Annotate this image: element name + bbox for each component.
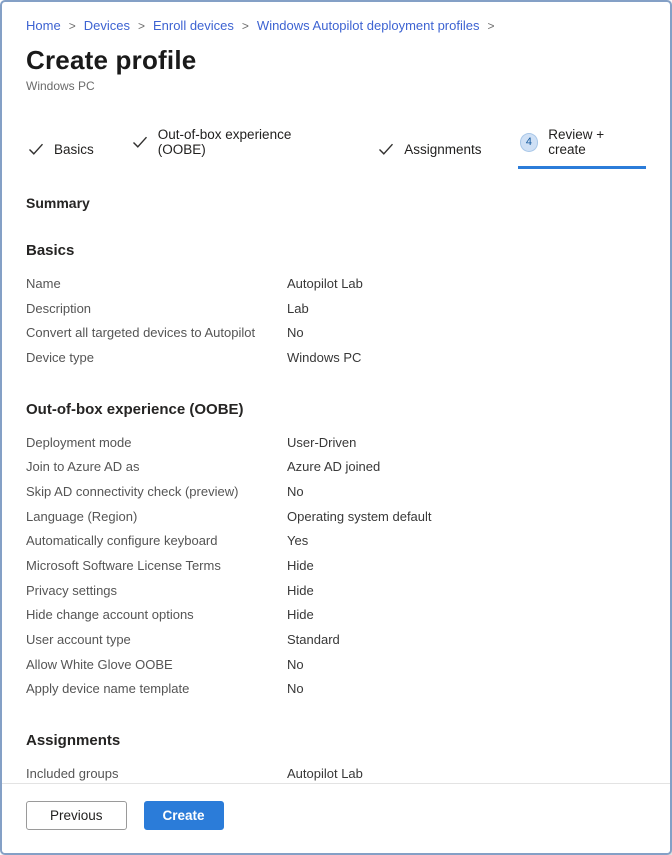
check-icon — [378, 141, 394, 157]
tab-review-create[interactable] — [518, 123, 646, 169]
tab-label: Basics — [54, 141, 94, 157]
create-button[interactable]: Create — [144, 801, 224, 830]
summary-row — [26, 430, 646, 455]
breadcrumb — [26, 18, 646, 33]
check-icon — [132, 134, 148, 150]
tab-out-of-box-experience-oobe[interactable] — [130, 123, 342, 169]
section-heading: Out-of-box experience (OOBE) — [26, 400, 244, 418]
summary-row — [26, 652, 646, 677]
section-basics — [26, 242, 646, 370]
breadcrumb-link[interactable]: Enroll devices — [152, 18, 234, 33]
summary-row — [26, 454, 646, 479]
row-value: No — [287, 325, 304, 341]
tab-label: Assignments — [404, 141, 482, 157]
row-label: Language (Region) — [26, 508, 138, 524]
row-label: Hide change account options — [26, 607, 194, 623]
row-value: Autopilot Lab — [287, 766, 363, 782]
row-label: Join to Azure AD as — [26, 459, 140, 475]
summary-row — [26, 345, 646, 370]
row-value: No — [287, 681, 304, 697]
tab-label: Review + create — [548, 127, 605, 157]
row-label: Apply device name template — [26, 681, 190, 697]
summary-row — [26, 627, 646, 652]
previous-button[interactable]: Previous — [26, 801, 127, 830]
breadcrumb-chevron-icon: > — [487, 18, 495, 33]
breadcrumb-chevron-icon: > — [241, 18, 249, 33]
step-badge: 4 — [520, 133, 539, 152]
row-label: Description — [26, 300, 92, 316]
row-value: No — [287, 483, 304, 499]
summary-row — [26, 479, 646, 504]
tab-assignments[interactable] — [376, 137, 483, 169]
row-label: Included groups — [26, 766, 119, 782]
row-label: User account type — [26, 632, 131, 648]
breadcrumb-chevron-icon: > — [68, 18, 76, 33]
section-out-of-box-experience-oobe — [26, 401, 646, 702]
row-value: Autopilot Lab — [287, 275, 363, 291]
row-value: Windows PC — [287, 349, 362, 365]
row-value: User-Driven — [287, 434, 357, 450]
row-value: Hide — [287, 582, 314, 598]
section-heading: Basics — [26, 242, 75, 259]
summary-row — [26, 271, 646, 296]
summary-row — [26, 603, 646, 628]
row-value: Operating system default — [287, 508, 432, 524]
check-icon — [28, 141, 44, 157]
row-value: Hide — [287, 558, 314, 574]
row-label: Convert all targeted devices to Autopilot — [26, 325, 256, 341]
breadcrumb-chevron-icon: > — [137, 18, 145, 33]
row-label: Name — [26, 275, 61, 291]
wizard-tabs — [26, 123, 646, 169]
summary-row — [26, 529, 646, 554]
footer-bar — [2, 783, 670, 853]
page-title: Create profile — [26, 45, 197, 75]
row-value: Lab — [287, 300, 309, 316]
summary-row — [26, 296, 646, 321]
summary-row — [26, 578, 646, 603]
row-value: Azure AD joined — [287, 459, 381, 475]
summary-row — [26, 677, 646, 702]
row-label: Deployment mode — [26, 434, 132, 450]
row-label: Automatically configure keyboard — [26, 533, 218, 549]
breadcrumb-link[interactable]: Home — [26, 18, 61, 33]
summary-row — [26, 553, 646, 578]
row-value: Standard — [287, 632, 340, 648]
row-label: Device type — [26, 349, 94, 365]
breadcrumb-link[interactable]: Devices — [83, 18, 130, 33]
summary-row — [26, 504, 646, 529]
row-value: Yes — [287, 533, 309, 549]
row-label: Allow White Glove OOBE — [26, 656, 173, 672]
summary-sections — [26, 242, 646, 811]
tab-label: Out-of-box experience (OOBE) — [157, 127, 292, 157]
breadcrumb-link[interactable]: Windows Autopilot deployment profiles — [256, 18, 480, 33]
summary-row — [26, 320, 646, 345]
row-value: No — [287, 656, 304, 672]
row-label: Skip AD connectivity check (preview) — [26, 483, 239, 499]
row-label: Microsoft Software License Terms — [26, 558, 221, 574]
row-value: Hide — [287, 607, 314, 623]
row-label: Privacy settings — [26, 582, 118, 598]
tab-basics[interactable] — [26, 137, 96, 169]
page-subtitle: Windows PC — [26, 79, 95, 93]
section-heading: Assignments — [26, 732, 121, 750]
summary-heading: Summary — [26, 195, 90, 211]
